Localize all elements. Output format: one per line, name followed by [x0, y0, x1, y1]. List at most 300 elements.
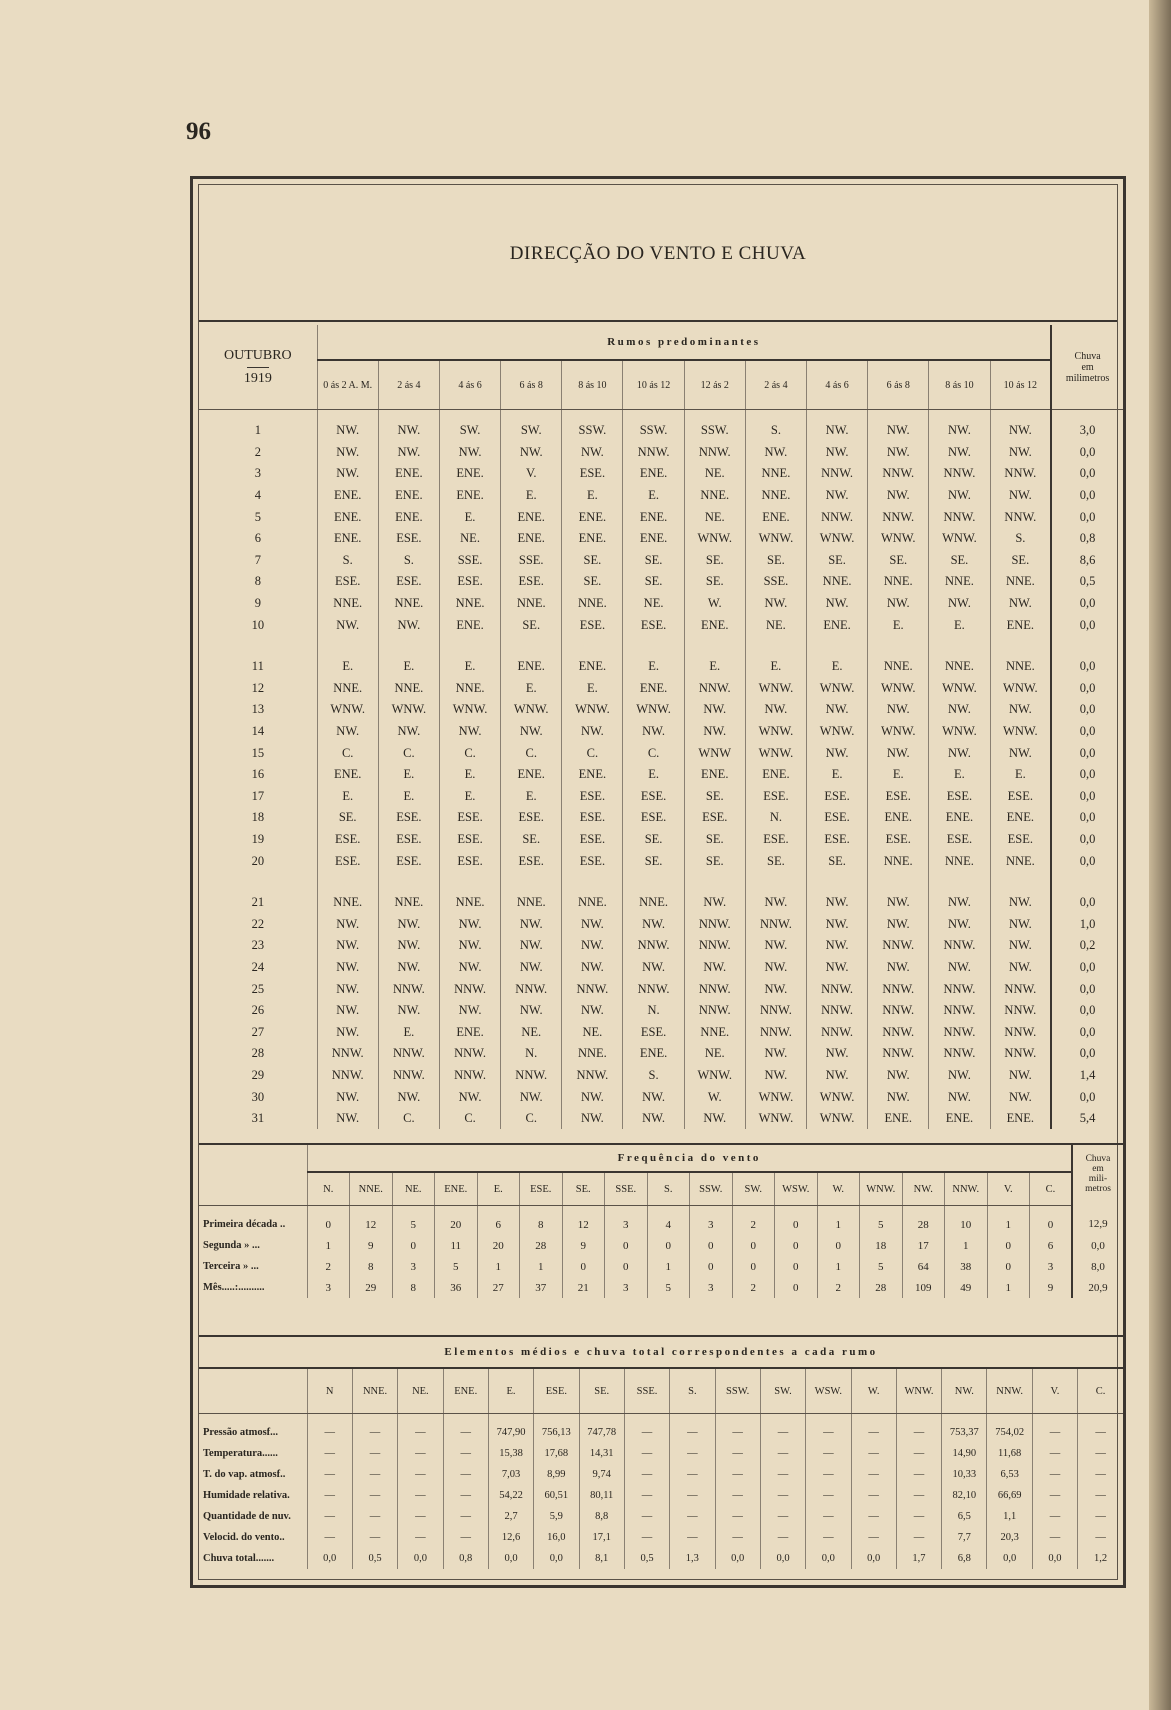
wind-cell: ENE. [501, 528, 562, 550]
wind-cell: NNW. [745, 1000, 806, 1022]
wind-cell: NNW. [807, 463, 868, 485]
wind-cell: NW. [868, 957, 929, 979]
wind-cell: NW. [868, 442, 929, 464]
wind-cell: NW. [684, 892, 745, 914]
element-value: — [715, 1414, 760, 1444]
rain-value: 0,0 [1051, 463, 1123, 485]
table-row [199, 1206, 1123, 1236]
frequency-value: 1 [477, 1256, 520, 1277]
wind-cell: NNE. [378, 892, 439, 914]
wind-cell: NNE. [378, 678, 439, 700]
rain-value: 0,0 [1051, 957, 1123, 979]
rain-value: 0,0 [1051, 678, 1123, 700]
wind-cell: NNW. [684, 978, 745, 1000]
element-value: — [624, 1443, 669, 1464]
hour-header: 8 ás 10 [562, 360, 623, 410]
wind-cell: SE. [562, 550, 623, 572]
frequency-value: 3 [1030, 1256, 1073, 1277]
wind-cell: WNW. [807, 528, 868, 550]
element-value: 14,90 [942, 1443, 987, 1464]
wind-cell: ESE. [562, 463, 623, 485]
wind-cell: E. [684, 656, 745, 678]
wind-cell: ENE. [623, 463, 684, 485]
table-row [199, 593, 1123, 615]
wind-cell: NW. [929, 957, 990, 979]
element-value: — [670, 1506, 715, 1527]
element-value: — [352, 1414, 397, 1444]
elements-direction-row [199, 1368, 1123, 1414]
wind-cell: NNE. [929, 850, 990, 872]
day-number: 12 [251, 680, 265, 695]
wind-cell: NNE. [501, 593, 562, 615]
element-value: 6,5 [942, 1506, 987, 1527]
wind-cell: SE. [929, 550, 990, 572]
wind-cell: NW. [929, 442, 990, 464]
wind-cell: ESE. [501, 850, 562, 872]
element-value: 0,0 [851, 1548, 896, 1569]
wind-cell: ENE. [868, 807, 929, 829]
wind-cell: NW. [378, 442, 439, 464]
wind-cell: WNW. [745, 1108, 806, 1130]
wind-cell: ENE. [807, 614, 868, 636]
frequency-value: 3 [605, 1206, 648, 1236]
wind-cell: ESE. [623, 807, 684, 829]
wind-cell: NW. [562, 913, 623, 935]
element-value: 17,68 [534, 1443, 579, 1464]
element-value: — [896, 1485, 941, 1506]
element-value: — [398, 1414, 443, 1444]
element-value: — [398, 1527, 443, 1548]
hour-header: 2 ás 4 [378, 360, 439, 410]
element-value: — [851, 1443, 896, 1464]
element-value: — [670, 1443, 715, 1464]
frequency-value: 6 [1030, 1235, 1073, 1256]
element-value: — [398, 1485, 443, 1506]
wind-cell: NW. [378, 913, 439, 935]
element-value: — [760, 1485, 805, 1506]
wind-cell: ENE. [562, 656, 623, 678]
frequency-value: 5 [647, 1277, 690, 1298]
wind-cell: NW. [684, 957, 745, 979]
day-number: 3 [254, 466, 261, 481]
wind-cell: NW. [990, 485, 1051, 507]
wind-cell: NW. [868, 892, 929, 914]
element-value: 14,31 [579, 1443, 624, 1464]
element-value: 8,99 [534, 1464, 579, 1485]
wind-cell: NNW. [501, 978, 562, 1000]
wind-cell: E. [378, 1021, 439, 1043]
period-label: Segunda » ... [203, 1240, 260, 1251]
wind-cell: ENE. [378, 506, 439, 528]
wind-cell: WNW. [745, 528, 806, 550]
day-number: 25 [251, 981, 265, 996]
day-number: 26 [251, 1003, 265, 1018]
wind-cell: NNE. [868, 850, 929, 872]
element-value: — [896, 1414, 941, 1444]
wind-cell: NW. [562, 721, 623, 743]
wind-cell: NW. [807, 699, 868, 721]
wind-cell: ESE. [562, 614, 623, 636]
wind-cell: NW. [807, 913, 868, 935]
element-value: 66,69 [987, 1485, 1032, 1506]
frequency-value: 1 [817, 1206, 860, 1236]
wind-cell: E. [807, 764, 868, 786]
frequency-value: 0 [307, 1206, 350, 1236]
hour-header: 4 ás 6 [807, 360, 868, 410]
element-value: — [806, 1414, 851, 1444]
wind-cell: NW. [317, 1086, 378, 1108]
element-value: 0,0 [398, 1548, 443, 1569]
element-value: — [715, 1464, 760, 1485]
wind-cell: NW. [745, 1043, 806, 1065]
wind-cell: NNW. [990, 1021, 1051, 1043]
table-row [199, 892, 1123, 914]
direction-header: ESE. [534, 1368, 579, 1414]
day-number: 16 [251, 767, 265, 782]
direction-header: SW. [732, 1172, 775, 1206]
element-value: — [624, 1527, 669, 1548]
wind-cell: SE. [623, 571, 684, 593]
frequency-value: 3 [605, 1277, 648, 1298]
table-row [199, 656, 1123, 678]
wind-cell: ENE. [501, 656, 562, 678]
frequency-value: 3 [307, 1277, 350, 1298]
element-value: — [1032, 1485, 1077, 1506]
wind-cell: V. [501, 463, 562, 485]
wind-cell: NW. [929, 892, 990, 914]
direction-header: SSE. [624, 1368, 669, 1414]
table-row [199, 1548, 1123, 1569]
wind-cell: NW. [990, 593, 1051, 615]
wind-cell: NNW. [439, 1065, 500, 1087]
element-value: — [1032, 1443, 1077, 1464]
wind-cell: NNE. [684, 485, 745, 507]
frequency-value: 3 [392, 1256, 435, 1277]
element-value: — [307, 1464, 352, 1485]
wind-cell: ESE. [439, 829, 500, 851]
frequency-value: 1 [647, 1256, 690, 1277]
wind-cell: ENE. [623, 678, 684, 700]
decade-spacer [199, 872, 1123, 892]
frequency-value: 8 [350, 1256, 393, 1277]
wind-cell: ENE. [501, 764, 562, 786]
wind-cell: NW. [868, 1065, 929, 1087]
wind-cell: E. [439, 656, 500, 678]
table-row [199, 742, 1123, 764]
element-value: — [398, 1443, 443, 1464]
wind-cell: WNW. [929, 678, 990, 700]
wind-cell: E. [317, 786, 378, 808]
wind-cell: WNW. [562, 699, 623, 721]
element-value: — [624, 1485, 669, 1506]
period-label: Mês.....:.......... [203, 1282, 265, 1293]
wind-cell: NNW. [439, 978, 500, 1000]
wind-cell: NW. [745, 892, 806, 914]
table-row [199, 571, 1123, 593]
frequency-value: 1 [987, 1206, 1030, 1236]
wind-cell: NNW. [623, 442, 684, 464]
direction-header: V. [987, 1172, 1030, 1206]
wind-cell: ENE. [745, 506, 806, 528]
element-value: — [398, 1506, 443, 1527]
wind-cell: NNE. [439, 892, 500, 914]
element-value: — [715, 1506, 760, 1527]
wind-cell: SSE. [745, 571, 806, 593]
wind-cell: NNW. [868, 935, 929, 957]
wind-cell: WNW. [745, 1086, 806, 1108]
wind-cell: NW. [501, 913, 562, 935]
wind-cell: ESE. [562, 807, 623, 829]
wind-cell: NNE. [929, 656, 990, 678]
frequency-rain-value: 12,9 [1072, 1206, 1123, 1236]
element-label: T. do vap. atmosf.. [203, 1469, 286, 1480]
element-value: 16,0 [534, 1527, 579, 1548]
wind-cell: NNE. [439, 678, 500, 700]
direction-header: W. [817, 1172, 860, 1206]
wind-cell: ENE. [990, 807, 1051, 829]
wind-cell: NNW. [990, 978, 1051, 1000]
wind-cell: ESE. [378, 829, 439, 851]
element-value: — [806, 1443, 851, 1464]
element-value: 0,5 [352, 1548, 397, 1569]
table-row [199, 1464, 1123, 1485]
frequency-value: 8 [520, 1206, 563, 1236]
day-number: 4 [254, 488, 261, 503]
wind-cell: NNW. [929, 978, 990, 1000]
element-value: — [307, 1485, 352, 1506]
rain-value: 0,5 [1051, 571, 1123, 593]
wind-cell: S. [378, 550, 439, 572]
frequency-value: 0 [987, 1235, 1030, 1256]
wind-cell: NW. [684, 699, 745, 721]
wind-cell: WNW. [439, 699, 500, 721]
element-value: 8,1 [579, 1548, 624, 1569]
wind-cell: E. [929, 764, 990, 786]
frequency-direction-row [199, 1172, 1123, 1206]
wind-cell: NW. [990, 1065, 1051, 1087]
element-value: — [1078, 1485, 1123, 1506]
wind-cell: NE. [684, 506, 745, 528]
wind-cell: E. [562, 485, 623, 507]
wind-cell: E. [439, 506, 500, 528]
wind-cell: NNW. [868, 1021, 929, 1043]
frequency-value: 0 [1030, 1206, 1073, 1236]
wind-cell: S. [745, 410, 806, 442]
table-row [199, 506, 1123, 528]
wind-cell: C. [378, 1108, 439, 1130]
wind-cell: N. [623, 1000, 684, 1022]
wind-cell: NNE. [501, 892, 562, 914]
element-value: 0,0 [488, 1548, 533, 1569]
frequency-value: 0 [732, 1256, 775, 1277]
wind-cell: NW. [562, 1000, 623, 1022]
wind-cell: ESE. [929, 786, 990, 808]
wind-cell: ENE. [317, 528, 378, 550]
wind-cell: NNW. [807, 1021, 868, 1043]
table-row [199, 807, 1123, 829]
rain-value: 0,0 [1051, 764, 1123, 786]
element-value: — [443, 1485, 488, 1506]
wind-cell: WNW. [807, 1086, 868, 1108]
rain-value: 1,0 [1051, 913, 1123, 935]
wind-cell: ENE. [623, 528, 684, 550]
wind-cell: NW. [317, 913, 378, 935]
wind-cell: ESE. [439, 571, 500, 593]
element-value: 1,7 [896, 1548, 941, 1569]
element-value: 0,5 [624, 1548, 669, 1569]
wind-cell: NW. [929, 1086, 990, 1108]
frequency-value: 0 [605, 1235, 648, 1256]
wind-cell: ENE. [439, 1021, 500, 1043]
page-title: DIRECÇÃO DO VENTO E CHUVA [509, 243, 807, 264]
element-value: 747,90 [488, 1414, 533, 1444]
direction-header: S. [647, 1172, 690, 1206]
element-value: 6,53 [987, 1464, 1032, 1485]
wind-cell: N. [501, 1043, 562, 1065]
wind-cell: SE. [623, 850, 684, 872]
frequency-value: 28 [860, 1277, 903, 1298]
day-number: 14 [251, 724, 265, 739]
day-number: 11 [251, 659, 264, 674]
wind-cell: NNW. [807, 1000, 868, 1022]
wind-cell: NW. [745, 593, 806, 615]
frequency-rain-value: 0,0 [1072, 1235, 1123, 1256]
element-value: — [1078, 1506, 1123, 1527]
frequency-value: 4 [647, 1206, 690, 1236]
wind-cell: NE. [501, 1021, 562, 1043]
day-number: 10 [251, 617, 265, 632]
direction-header: SSE. [605, 1172, 648, 1206]
element-value: 0,0 [1032, 1548, 1077, 1569]
day-number: 22 [251, 916, 265, 931]
wind-cell: NW. [378, 1086, 439, 1108]
wind-cell: NNW. [439, 1043, 500, 1065]
rain-value: 0,0 [1051, 742, 1123, 764]
table-row [199, 978, 1123, 1000]
frequency-value: 3 [690, 1206, 733, 1236]
wind-cell: NE. [745, 614, 806, 636]
rain-value: 5,4 [1051, 1108, 1123, 1130]
frequency-value: 10 [945, 1206, 988, 1236]
element-value: 9,74 [579, 1464, 624, 1485]
wind-cell: ESE. [378, 528, 439, 550]
element-value: — [806, 1506, 851, 1527]
wind-cell: NW. [807, 485, 868, 507]
wind-cell: WNW [684, 742, 745, 764]
frequency-value: 0 [605, 1256, 648, 1277]
table-row [199, 1256, 1123, 1277]
wind-cell: E. [745, 656, 806, 678]
element-value: — [715, 1485, 760, 1506]
element-value: 5,9 [534, 1506, 579, 1527]
element-value: — [352, 1443, 397, 1464]
frequency-value: 17 [902, 1235, 945, 1256]
period-label: Terceira » ... [203, 1261, 259, 1272]
wind-cell: NW. [745, 699, 806, 721]
wind-cell: ENE. [684, 764, 745, 786]
hour-header: 6 ás 8 [868, 360, 929, 410]
frequency-rain-value: 20,9 [1072, 1277, 1123, 1298]
table-row [199, 1485, 1123, 1506]
wind-cell: NNE. [868, 571, 929, 593]
wind-cell: NW. [317, 721, 378, 743]
element-value: 8,8 [579, 1506, 624, 1527]
frequency-value: 2 [817, 1277, 860, 1298]
wind-cell: NW. [317, 1108, 378, 1130]
wind-cell: NE. [562, 1021, 623, 1043]
element-value: — [806, 1485, 851, 1506]
hour-header: 2 ás 4 [745, 360, 806, 410]
wind-cell: C. [317, 742, 378, 764]
wind-cell: ESE. [623, 614, 684, 636]
wind-cell: NW. [807, 593, 868, 615]
month-label: OUTUBRO [223, 348, 292, 363]
day-number: 9 [254, 596, 261, 611]
element-value: — [806, 1464, 851, 1485]
frequency-value: 0 [392, 1235, 435, 1256]
wind-cell: ESE. [990, 786, 1051, 808]
element-value: — [760, 1527, 805, 1548]
direction-header: ENE. [435, 1172, 478, 1206]
element-value: 1,2 [1078, 1548, 1123, 1569]
element-value: 10,33 [942, 1464, 987, 1485]
hour-header-row [199, 360, 1123, 410]
table-row [199, 1065, 1123, 1087]
wind-cell: NE. [684, 463, 745, 485]
wind-cell: NE. [684, 1043, 745, 1065]
rain-value: 0,0 [1051, 1086, 1123, 1108]
wind-cell: NW. [929, 485, 990, 507]
wind-cell: NNE. [807, 571, 868, 593]
wind-cell: NNE. [990, 850, 1051, 872]
element-value: 0,8 [443, 1548, 488, 1569]
wind-cell: NW. [807, 892, 868, 914]
day-number: 27 [251, 1024, 265, 1039]
day-number: 24 [251, 959, 265, 974]
wind-cell: NW. [378, 410, 439, 442]
mean-elements-table [199, 1335, 1123, 1569]
wind-cell: ESE. [317, 850, 378, 872]
wind-cell: ENE. [868, 1108, 929, 1130]
wind-cell: NW. [623, 957, 684, 979]
direction-header: SE. [562, 1172, 605, 1206]
wind-cell: NNE. [317, 892, 378, 914]
wind-cell: ESE. [929, 829, 990, 851]
wind-cell: NW. [684, 721, 745, 743]
wind-cell: ESE. [562, 850, 623, 872]
wind-cell: ESE. [990, 829, 1051, 851]
wind-cell: NNW. [929, 1043, 990, 1065]
direction-header: W. [851, 1368, 896, 1414]
wind-cell: SE. [990, 550, 1051, 572]
frequency-value: 9 [350, 1235, 393, 1256]
element-label: Temperatura...... [203, 1448, 278, 1459]
wind-cell: NW. [501, 442, 562, 464]
day-number: 19 [251, 831, 265, 846]
wind-cell: SE. [562, 571, 623, 593]
frequency-group-header: Frequência do vento [307, 1144, 1072, 1172]
wind-cell: NW. [562, 957, 623, 979]
wind-cell: ENE. [378, 485, 439, 507]
frequency-value: 5 [860, 1256, 903, 1277]
wind-cell: ESE. [807, 829, 868, 851]
wind-cell: E. [439, 764, 500, 786]
wind-cell: NW. [868, 593, 929, 615]
wind-cell: E. [623, 656, 684, 678]
direction-header: SW. [760, 1368, 805, 1414]
element-value: — [670, 1464, 715, 1485]
element-value: — [1032, 1506, 1077, 1527]
